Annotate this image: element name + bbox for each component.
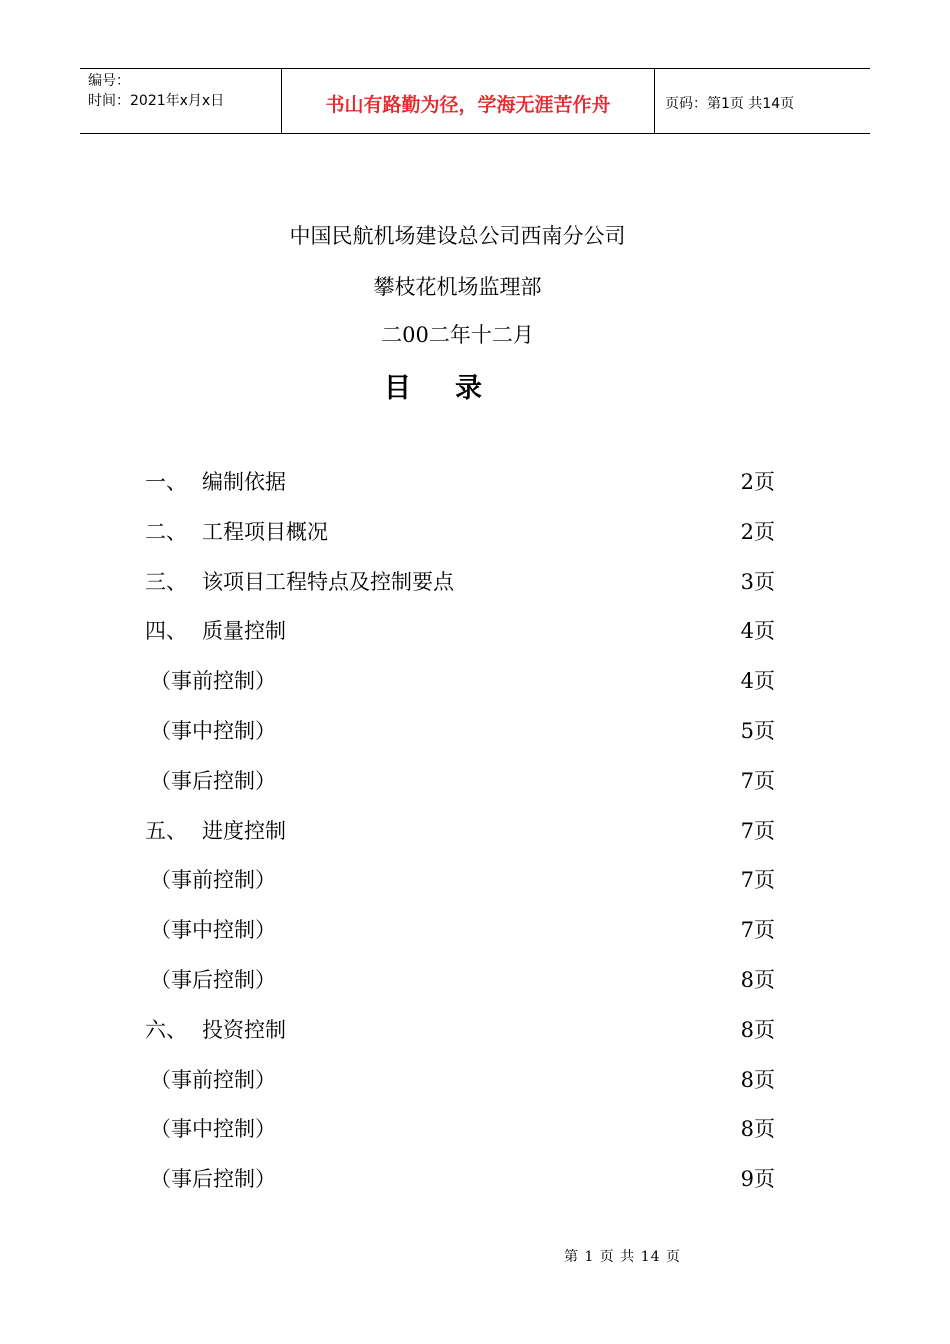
toc-item-label: （事前控制） [150,669,276,694]
toc-item [145,517,775,547]
toc-item-page: 4页 [740,619,775,644]
toc-item [145,567,775,597]
toc-item-label: 编制依据 [202,470,286,494]
toc-item [145,915,775,945]
toc-item-number: 四、 [145,619,187,644]
toc-item-page: 4页 [740,669,775,694]
toc-item-number: 一、 [145,470,187,494]
toc-item-page: 7页 [740,918,775,943]
toc-item-page: 2页 [740,519,775,544]
toc-item-page: 7页 [740,868,775,893]
header-motto-cell [282,69,655,133]
toc-item-number: 五、 [145,818,187,843]
document-date: 时间：2021年x月x日 [88,93,225,109]
toc-item-label: （事后控制） [150,1167,276,1192]
footer-page-number: 第 1 页 共 14 页 [564,1249,681,1265]
document-date-line: 二00二年十二月 [381,323,534,347]
toc-item-number: 三、 [145,569,187,594]
toc-item-label: （事中控制） [150,1117,276,1142]
department-name: 攀枝花机场监理部 [373,275,542,299]
header-page-info: 页码：第1页 共14页 [665,96,795,112]
toc-item-page: 2页 [740,470,775,494]
toc-item-page: 7页 [740,768,775,793]
toc-item-label: （事中控制） [150,918,276,943]
toc-item [145,716,775,746]
toc-item-page: 7页 [740,818,775,843]
toc-item-label: （事前控制） [150,1067,276,1092]
toc-item [145,1065,775,1095]
toc-item [145,965,775,995]
toc-item-label: 投资控制 [202,1017,286,1042]
toc-item-page: 8页 [740,968,775,992]
toc-item-label: 进度控制 [202,818,286,843]
organization-name: 中国民航机场建设总公司西南分公司 [289,224,626,248]
header-meta-cell [80,69,282,133]
toc-item-label: 质量控制 [202,619,286,644]
header-motto: 书山有路勤为径，学海无涯苦作舟 [325,93,611,116]
toc-item [145,666,775,696]
toc-item-page: 8页 [740,1017,775,1042]
toc-title: 目录 [384,373,526,404]
toc-item [145,816,775,846]
toc-item-page: 8页 [740,1117,775,1142]
toc-item-label: 工程项目概况 [202,519,328,544]
toc-item-label: （事中控制） [150,719,276,743]
toc-item-page: 5页 [740,719,775,743]
toc-item-number: 六、 [145,1017,187,1042]
page-header [80,68,870,134]
toc-item-number: 二、 [145,519,187,544]
toc-item [145,1015,775,1045]
toc-item-label: （事后控制） [150,768,276,793]
toc-item-page: 9页 [740,1167,775,1192]
toc-item [145,865,775,895]
toc-item [145,766,775,796]
toc-item-label: （事前控制） [150,868,276,893]
header-page-cell [655,69,870,133]
toc-item [145,1164,775,1194]
toc-item [145,1114,775,1144]
document-number-label: 编号： [88,73,130,89]
toc-item-page: 8页 [740,1067,775,1092]
toc-item-label: （事后控制） [150,968,276,992]
toc-item-page: 3页 [740,569,775,594]
toc-item [145,616,775,646]
toc-item-label: 该项目工程特点及控制要点 [202,569,454,594]
toc-item [145,467,775,497]
